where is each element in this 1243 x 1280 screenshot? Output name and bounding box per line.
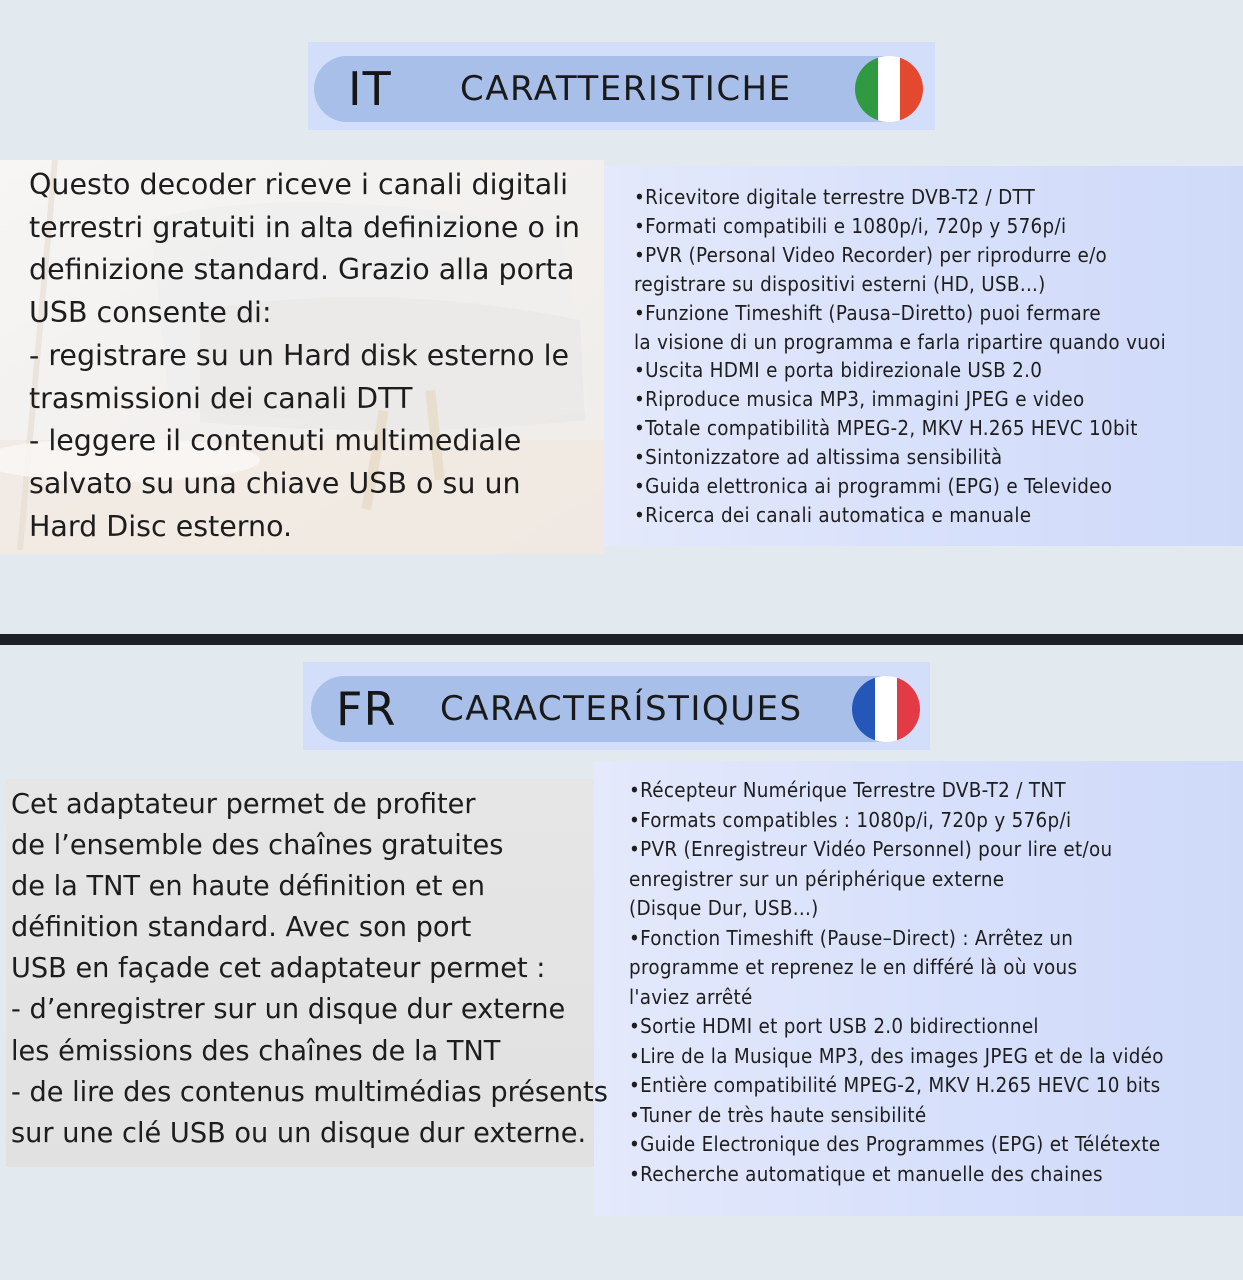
section-it: [0, 0, 1243, 634]
feature-item: •Uscita HDMI e porta bidirezionale USB 2.0: [634, 358, 1043, 383]
flag-stripe-red: [900, 56, 923, 122]
description-box-it: [0, 160, 604, 554]
features-box-fr: [594, 761, 1243, 1216]
title-banner-fr: [303, 662, 930, 750]
flag-stripe-red: [897, 676, 920, 742]
feature-item: •Guida elettronica ai programmi (EPG) e Televideo: [634, 474, 1113, 499]
feature-item: enregistrer sur un périphérique externe: [629, 866, 1005, 891]
feature-item: •PVR (Enregistreur Vidéo Personnel) pour lire et/ou: [629, 837, 1113, 861]
description-box-fr: [6, 779, 621, 1167]
feature-item: •Ricevitore digitale terrestre DVB-T2 / DTT: [634, 185, 1036, 209]
flag-stripe-white: [878, 56, 901, 122]
feature-item: •Funzione Timeshift (Pausa–Diretto) puoi fermare: [634, 300, 1101, 325]
feature-item: (Disque Dur, USB...): [629, 896, 819, 920]
feature-item: la visione di un programma e farla ripartire quando vuoi: [634, 329, 1167, 354]
feature-item: •Sortie HDMI et port USB 2.0 bidirectionnel: [629, 1014, 1039, 1038]
italy-flag-icon: [855, 56, 923, 122]
feature-item: •Fonction Timeshift (Pause–Direct) : Arrêtez un: [629, 925, 1074, 950]
description-text-it: Questo decoder riceve i canali digitali terrestri gratuiti in alta definizione o in definizione standard. Grazio alla porta USB consente di: - registrare su un Hard disk esterno le trasmissioni dei canali DTT - leggere il contenuti multimediale salvato su una chiave USB o su un Hard Disc esterno.: [29, 168, 580, 543]
features-list-it: [634, 183, 1166, 530]
feature-item: registrare su dispositivi esterni (HD, USB...): [634, 271, 1046, 296]
flag-stripe-green: [855, 56, 878, 122]
feature-item: •Sintonizzatore ad altissima sensibilità: [634, 445, 1003, 470]
features-list-fr: [629, 776, 1164, 1189]
description-text-fr: Cet adaptateur permet de profiter de l’ensemble des chaînes gratuites de la TNT en haute définition et en définition standard. Avec son port USB en façade cet adaptateur permet : - d’enregistrer sur un disque dur externe les émissions des chaînes de la TNT - de lire des contenus multimédias présents sur une clé USB ou un disque dur externe.: [11, 789, 608, 1149]
section-divider: [0, 634, 1243, 645]
feature-item: •Recherche automatique et manuelle des chaines: [629, 1161, 1103, 1186]
feature-item: l'aviez arrêté: [629, 984, 753, 1009]
feature-item: •Formati compatibili e 1080p/i, 720p y 576p/i: [634, 213, 1067, 238]
feature-item: •Ricerca dei canali automatica e manuale: [634, 502, 1032, 527]
feature-item: •Totale compatibilità MPEG-2, MKV H.265 HEVC 10bit: [634, 416, 1138, 441]
france-flag-icon: [852, 676, 920, 742]
features-box-it: [604, 166, 1243, 546]
language-code-it: IT: [348, 62, 392, 116]
feature-item: programme et reprenez le en différé là où vous: [629, 955, 1078, 979]
feature-item: •Guide Electronique des Programmes (EPG) et Télétexte: [629, 1132, 1161, 1156]
feature-item: •Récepteur Numérique Terrestre DVB-T2 / TNT: [629, 778, 1066, 802]
feature-item: •Riproduce musica MP3, immagini JPEG e video: [634, 387, 1085, 412]
feature-item: •Formats compatibles : 1080p/i, 720p y 576p/i: [629, 807, 1072, 832]
feature-item: •Lire de la Musique MP3, des images JPEG et de la vidéo: [629, 1043, 1164, 1068]
flag-stripe-blue: [852, 676, 875, 742]
section-title-fr: CARACTERÍSTIQUES: [440, 689, 803, 729]
feature-item: •Tuner de très haute sensibilité: [629, 1102, 927, 1127]
feature-item: •PVR (Personal Video Recorder) per riprodurre e/o: [634, 242, 1108, 267]
flag-stripe-white: [875, 676, 898, 742]
feature-item: •Entière compatibilité MPEG-2, MKV H.265 HEVC 10 bits: [629, 1073, 1161, 1097]
language-code-fr: FR: [336, 682, 397, 736]
title-banner-it: [308, 42, 935, 130]
section-title-it: CARATTERISTICHE: [460, 69, 792, 109]
title-pill-fr: [311, 676, 919, 742]
title-pill-it: [314, 56, 922, 122]
section-fr: [0, 645, 1243, 1280]
